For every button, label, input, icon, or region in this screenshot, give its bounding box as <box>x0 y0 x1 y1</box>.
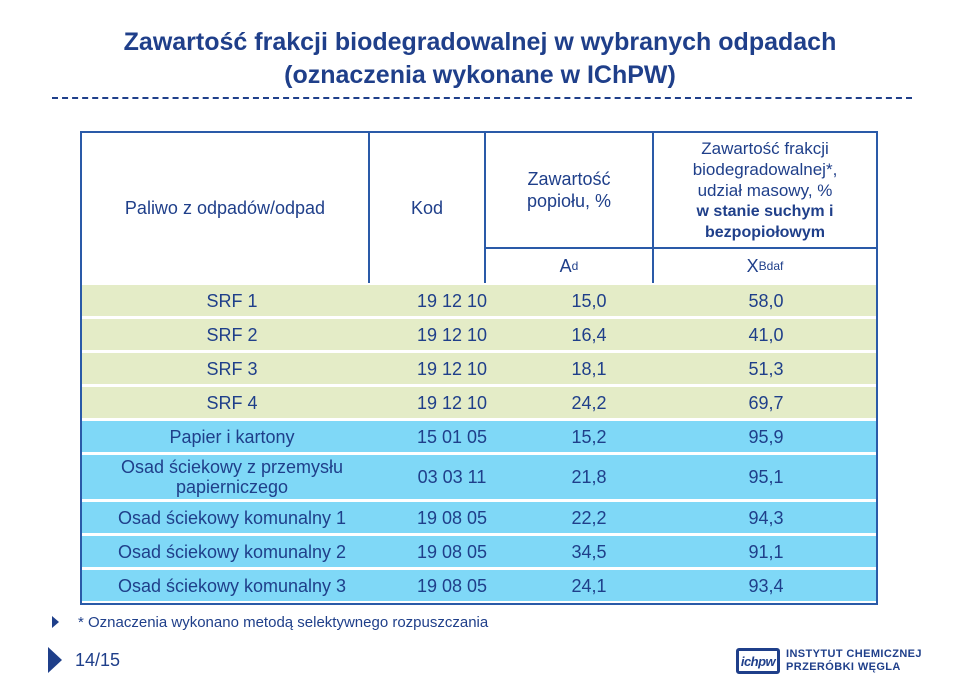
cell-bio: 94,3 <box>748 507 784 528</box>
slide-title-line1: Zawartość frakcji biodegradowalnej w wybranych odpadach <box>123 28 837 56</box>
header-fuel <box>82 133 368 283</box>
table-row <box>82 353 876 384</box>
header-code <box>368 133 484 283</box>
cell-fuel: SRF 2 <box>206 324 258 345</box>
cell-fuel: SRF 1 <box>206 290 258 311</box>
header-bio-line3: udział masowy, % <box>697 180 833 200</box>
header-bio-line4: w stanie suchym i <box>696 202 834 220</box>
cell-bio: 51,3 <box>748 358 784 379</box>
ash-symbol: A <box>559 255 572 276</box>
cell-code: 19 12 10 <box>416 324 488 345</box>
cell-bio: 41,0 <box>748 324 784 345</box>
cell-bio: 58,0 <box>748 290 784 311</box>
cell-fuel-line2: papierniczego <box>175 477 289 497</box>
cell-ash: 16,4 <box>571 324 607 345</box>
cell-code: 19 12 10 <box>416 290 488 311</box>
cell-bio: 93,4 <box>748 575 784 596</box>
table-row <box>82 285 876 316</box>
table-row <box>82 421 876 452</box>
header-bio <box>652 133 876 249</box>
cell-fuel: Osad ściekowy komunalny 1 <box>117 507 347 528</box>
cell-code: 19 12 10 <box>416 358 488 379</box>
header-fuel-label: Paliwo z odpadów/odpad <box>124 197 326 218</box>
cell-code: 19 08 05 <box>416 507 488 528</box>
cell-fuel-line1: Osad ściekowy z przemysłu <box>120 457 344 477</box>
logo-text <box>786 648 922 674</box>
cell-code: 03 03 11 <box>417 467 487 487</box>
table-row <box>82 570 876 601</box>
header-ash <box>484 133 652 249</box>
cell-ash: 15,0 <box>571 290 607 311</box>
cell-bio: 95,9 <box>748 426 784 447</box>
cell-fuel: Papier i kartony <box>169 426 295 447</box>
cell-code: 19 08 05 <box>416 575 488 596</box>
bullet-arrow-icon <box>52 616 59 628</box>
header-bio-line1: Zawartość frakcji <box>701 138 829 158</box>
header-ash-line2: popiołu, % <box>526 191 612 211</box>
cell-bio: 91,1 <box>748 541 784 562</box>
cell-ash: 34,5 <box>571 541 607 562</box>
logo-line1: INSTYTUT CHEMICZNEJ <box>786 648 922 660</box>
slide-title-line2: (oznaczenia wykonane w IChPW) <box>284 61 676 89</box>
cell-fuel: Osad ściekowy komunalny 3 <box>117 575 347 596</box>
ichpw-logo-icon: ichpw <box>736 648 780 674</box>
cell-code: 19 08 05 <box>416 541 488 562</box>
footnote: * Oznaczenia wykonano metodą selektywnego rozpuszczania <box>78 614 489 631</box>
cell-fuel: Osad ściekowy komunalny 2 <box>117 541 347 562</box>
cell-ash: 15,2 <box>571 426 607 447</box>
cell-bio: 69,7 <box>748 392 784 413</box>
header-bio-line5: bezpopiołowym <box>705 223 825 241</box>
table-row <box>82 536 876 567</box>
cell-ash: 24,2 <box>571 392 607 413</box>
data-table <box>80 131 878 605</box>
table-row <box>82 319 876 350</box>
institute-logo <box>736 646 922 676</box>
cell-fuel: SRF 4 <box>206 392 258 413</box>
table-row <box>82 387 876 418</box>
cell-ash: 24,1 <box>571 575 607 596</box>
cell-fuel: SRF 3 <box>206 358 258 379</box>
header-ash-line1: Zawartość <box>527 169 611 189</box>
bio-symbol-sup: daf <box>766 259 784 273</box>
header-bio-symbol <box>652 249 876 283</box>
cell-code: 15 01 05 <box>416 426 488 447</box>
header-code-label: Kod <box>410 197 444 218</box>
bio-symbol: X <box>746 255 759 276</box>
table-row <box>82 455 876 499</box>
logo-line2: PRZERÓBKI WĘGLA <box>786 661 901 673</box>
cell-ash: 22,2 <box>571 507 607 528</box>
header-ash-symbol <box>484 249 652 283</box>
cell-ash: 18,1 <box>571 358 607 379</box>
cell-ash: 21,8 <box>571 467 607 487</box>
cell-bio: 95,1 <box>748 467 784 487</box>
nav-arrow-icon[interactable] <box>48 647 62 673</box>
table-row <box>82 502 876 533</box>
cell-fuel <box>82 455 382 499</box>
header-bio-line2: biodegradowalnej*, <box>692 159 838 179</box>
page-number: 14/15 <box>75 650 121 670</box>
cell-code: 19 12 10 <box>416 392 488 413</box>
title-divider <box>52 97 912 99</box>
bio-symbol-sub: B <box>758 259 767 273</box>
slide-title <box>0 26 960 92</box>
ash-symbol-sup: d <box>571 259 579 273</box>
